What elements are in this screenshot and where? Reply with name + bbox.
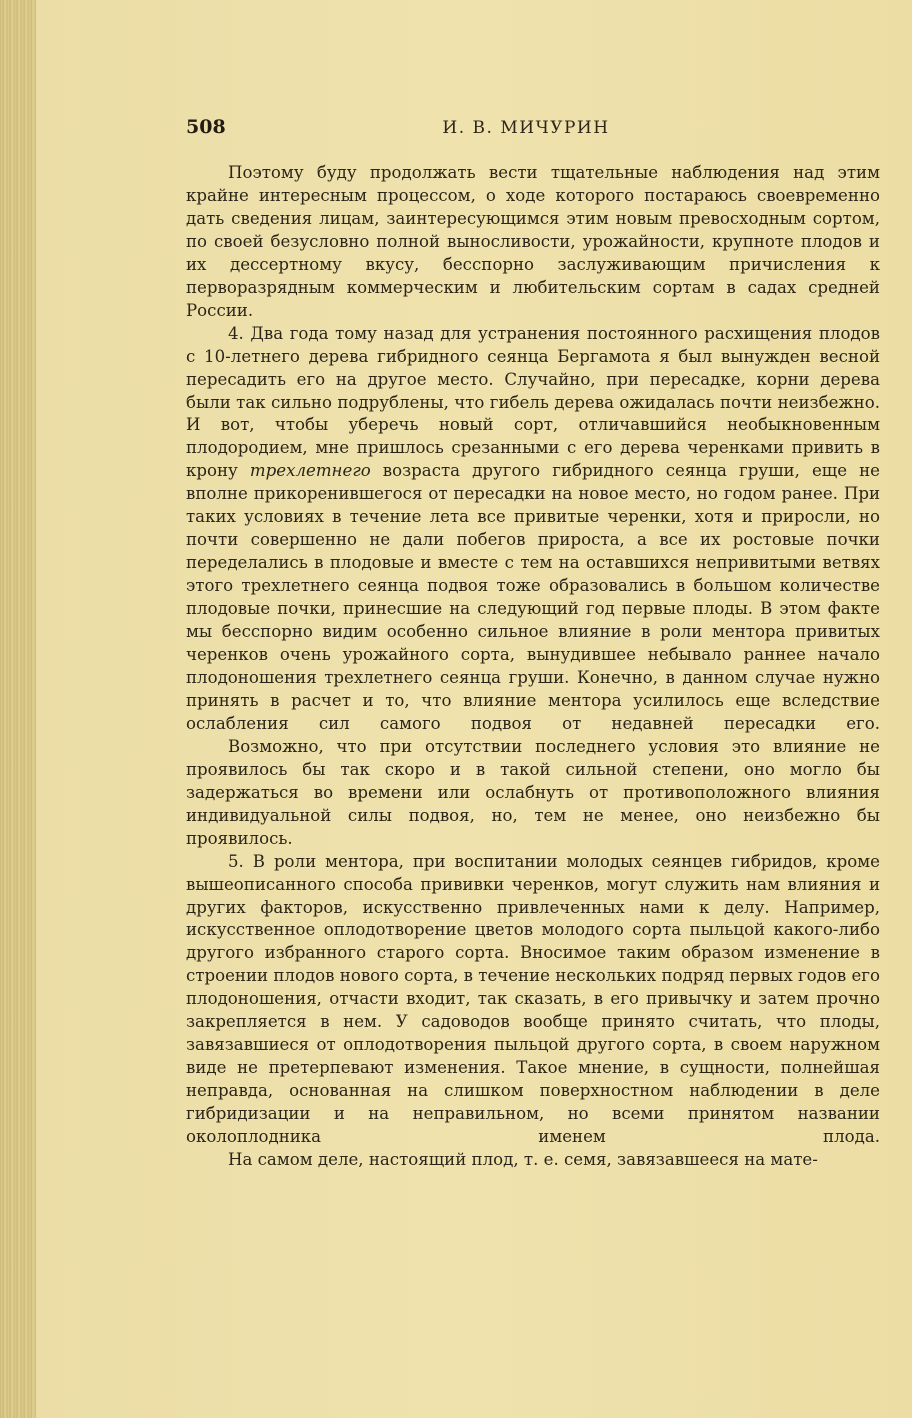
paragraph-2-start: 4. Два года тому назад для устранения постоянного расхищения плодов с 10-летнего дерева гибридного сеянца Бергамота я был вынужден весной пересадить его на другое место. Случайно, при пересадке, корни дерева были так сильно подрублены, что гибель дерева ожидалась почти неизбежно. И вот, чтобы уберечь новый сорт, отличавшийся необыкновенным плодородием, мне пришлось срезанными с его дерева черенками привить в крону — [186, 323, 880, 481]
paragraph-2-emphasis: трехлетнего — [249, 461, 371, 481]
paragraph-1: Поэтому буду продолжать вести тщательные наблюдения над этим крайне интересным процессом, о ходе которого постараюсь своевременно дать сведения лицам, заинтересующимся этим новым превосходным сортом, по своей безусловно полной выносливости, урожайности, крупноте плодов и их дессертному вкусу, бесспорно заслуживающим причисления к перворазрядным коммерческим и любительским сортам в садах средней России. — [186, 163, 880, 320]
page-header — [186, 116, 882, 146]
paragraph-2 — [186, 323, 880, 736]
page-binding-edge — [0, 0, 36, 1418]
paragraph-3: Возможно, что при отсутствии последнего условия это влияние не проявилось бы так скоро и в такой сильной степени, оно могло бы задержаться во времени или ослабнуть от противоположного влияния индивидуальной силы подвоя, но, тем не менее, оно неизбежно бы проявилось. — [186, 736, 880, 848]
paragraph-4: 5. В роли ментора, при воспитании молодых сеянцев гибридов, кроме вышеописанного способа прививки черенков, могут служить нам влияния и других факторов, искусственно привлеченных нами к делу. Например, искусственное оплодотворение цветов молодого сорта пыльцой какого-либо другого избранного старого сорта. Вносимое таким образом изменение в строении плодов нового сорта, в течение нескольких подряд первых годов его плодоношения, отчасти входит, так сказать, в его привычку и затем прочно закрепляется в нем. У садоводов вообще принято считать, что плоды, завязавшиеся от оплодотворения пыльцой другого сорта, в своем наружном виде не претерпевают изменения. Такое мнение, в сущности, полнейшая неправда, основанная на слишком поверхностном наблюдении в деле гибридизации и на неправильном, но всеми принятом названии околоплодника именем плода. — [186, 851, 880, 1147]
body-text — [186, 162, 880, 1172]
running-head: И. В. МИЧУРИН — [442, 118, 610, 138]
paragraph-2-end: возраста другого гибридного сеянца груши, еще не вполне прикоренившегося от пересадки на новое место, но годом ранее. При таких условиях в течение лета все привитые черенки, хотя и приросли, но почти совершенно не дали побегов прироста, а все их ростовые почки переделались в плодовые и вместе с тем на оставшихся непривитыми ветвях этого трехлетнего сеянца подвоя тоже образовались в большом количестве плодовые почки, принесшие на следующий год первые плоды. В этом факте мы бесспорно видим особенно сильное влияние в роли ментора привитых черенков очень урожайного сорта, вынудившее небывало раннее начало плодоношения трехлетнего сеянца груши. Конечно, в данном случае нужно принять в расчет и то, что влияние ментора усилилось еще вследствие ослабления сил самого подвоя от недавней пересадки его. — [186, 461, 880, 733]
page-number: 508 — [186, 116, 226, 138]
paragraph-5: На самом деле, настоящий плод, т. е. семя, завязавшееся на мате- — [228, 1149, 818, 1169]
